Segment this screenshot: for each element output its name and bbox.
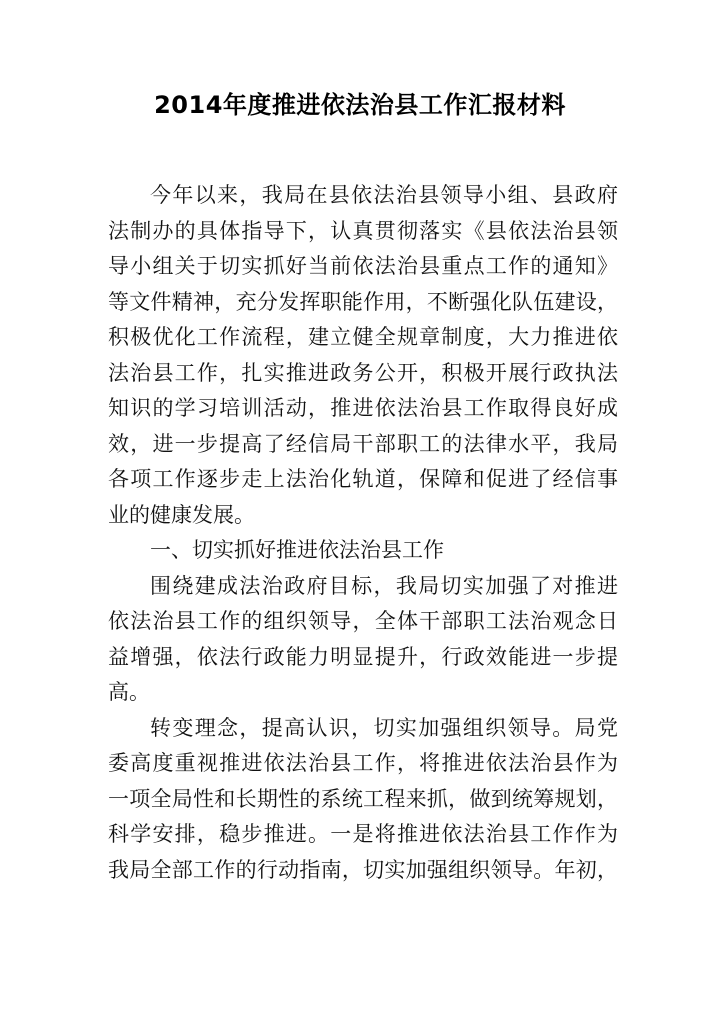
text-line: 效，进一步提高了经信局干部职工的法律水平，我局 xyxy=(108,431,618,456)
document-body xyxy=(108,178,618,888)
text-line: 我局全部工作的行动指南，切实加强组织领导。年初， xyxy=(108,857,618,882)
text-line: 各项工作逐步走上法治化轨道，保障和促进了经信事 xyxy=(108,467,618,491)
text-line: 积极优化工作流程，建立健全规章制度，大力推进依 xyxy=(108,325,618,349)
text-line: 今年以来，我局在县依法治县领导小组、县政府 xyxy=(150,183,618,207)
text-line: 益增强，依法行政能力明显提升，行政效能进一步提 xyxy=(108,644,618,669)
text-line: 法治县工作，扎实推进政务公开，积极开展行政执法 xyxy=(108,360,618,385)
text-line: 业的健康发展。 xyxy=(108,502,255,527)
text-line: 一项全局性和长期性的系统工程来抓，做到统筹规划， xyxy=(108,786,618,811)
text-line: 等文件精神，充分发挥职能作用，不断强化队伍建设， xyxy=(108,289,618,314)
text-line: 依法治县工作的组织领导，全体干部职工法治观念日 xyxy=(108,609,618,633)
text-line: 委高度重视推进依法治县工作，将推进依法治县作为 xyxy=(108,751,618,775)
text-line: 转变理念，提高认识，切实加强组织领导。局党 xyxy=(150,715,618,740)
text-line: 围绕建成法治政府目标，我局切实加强了对推进 xyxy=(150,573,618,598)
text-line: 知识的学习培训活动，推进依法治县工作取得良好成 xyxy=(108,396,618,420)
text-line: 科学安排，稳步推进。一是将推进依法治县工作作为 xyxy=(108,822,618,846)
document-title: 2014年度推进依法治县工作汇报材料 xyxy=(154,91,566,119)
text-line: 一、切实抓好推进依法治县工作 xyxy=(150,538,444,562)
text-line: 高。 xyxy=(108,680,150,704)
text-line: 法制办的具体指导下，认真贯彻落实《县依法治县领 xyxy=(108,218,618,243)
text-line: 导小组关于切实抓好当前依法治县重点工作的通知》 xyxy=(108,254,618,278)
